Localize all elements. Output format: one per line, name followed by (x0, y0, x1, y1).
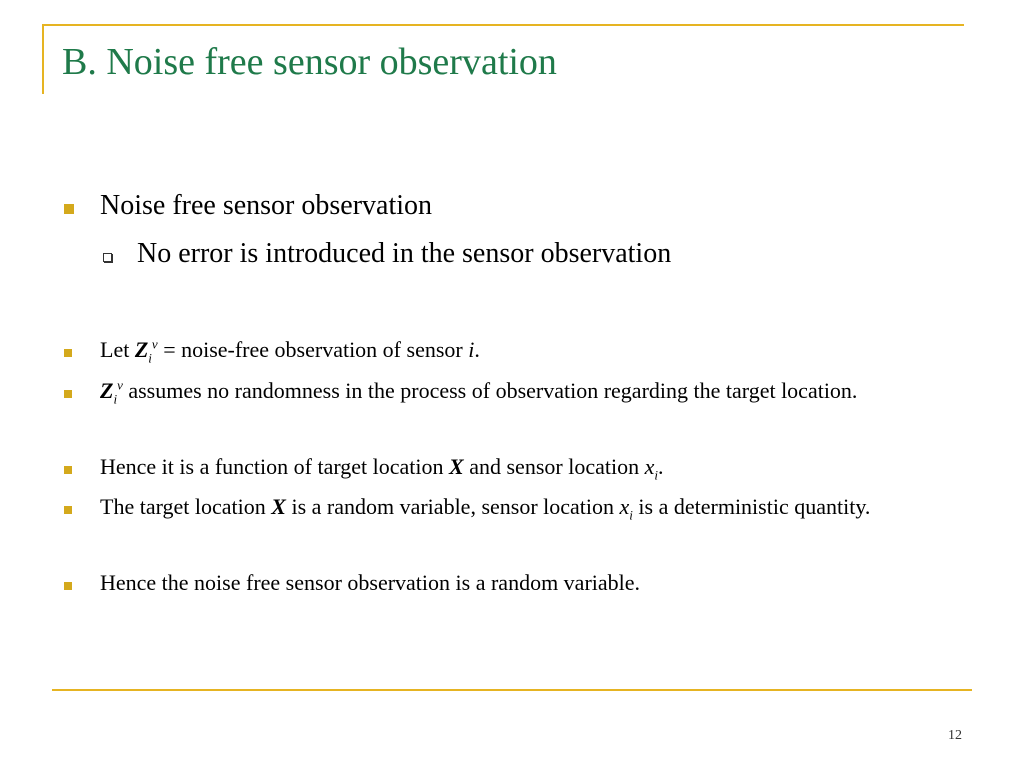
bullet-target-random (64, 490, 905, 523)
bullet-text: Noise free sensor observation (100, 190, 433, 221)
title-border-left (42, 24, 44, 94)
hollow-square-bullet-icon (103, 253, 112, 262)
bullet-function-of (64, 450, 663, 483)
bullet-conclusion (64, 566, 640, 599)
bullet-text: Hence the noise free sensor observation is a random variable. (100, 570, 641, 595)
sub-bullet-text: No error is introduced in the sensor observation (137, 238, 672, 269)
bullet-text: Let $Z_i^v$ = noise-free observation of sensor i. (100, 336, 480, 366)
title-border-top (42, 24, 964, 26)
bullet-noise-free (64, 190, 432, 222)
bullet-text: Hence it is a function of target location X and sensor location $x_i$. (100, 454, 664, 483)
page-number: 12 (948, 728, 962, 743)
bullet-square-icon (64, 390, 72, 398)
bullet-z-assumes (64, 374, 905, 407)
bullet-square-icon (64, 506, 72, 514)
footer-divider (52, 689, 972, 691)
slide-title: B. Noise free sensor observation (62, 41, 557, 83)
bullet-text: The target location X is a random variable, sensor location $x_i$ is a deterministic quantity. (100, 494, 871, 523)
bullet-text: $Z_i^v$ assumes no randomness in the process of observation regarding the target location. (100, 377, 858, 407)
bullet-let-z (64, 333, 480, 366)
bullet-square-icon (64, 582, 72, 590)
bullet-square-icon (64, 349, 72, 357)
bullet-square-icon (64, 466, 72, 474)
bullet-square-icon (64, 204, 74, 214)
sub-bullet-no-error (103, 238, 671, 270)
